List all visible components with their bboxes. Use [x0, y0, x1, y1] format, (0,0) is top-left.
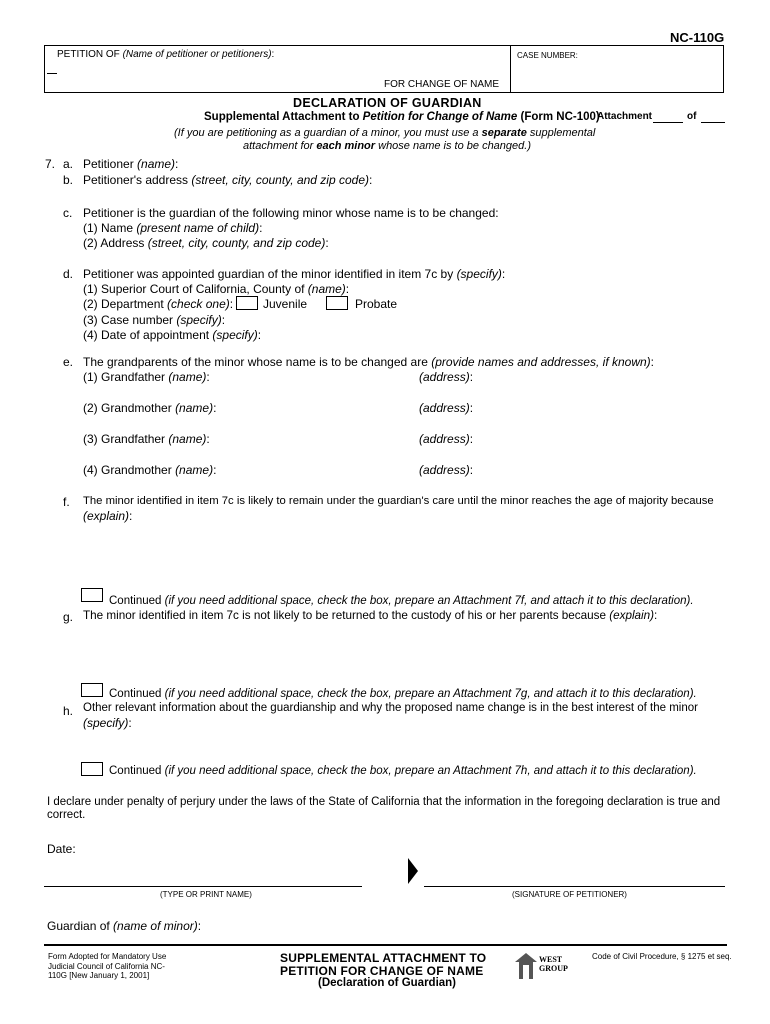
case-number-input[interactable] [515, 62, 720, 90]
guardian-of-input[interactable] [190, 918, 720, 932]
item-h-specify-input[interactable] [83, 731, 720, 759]
form-subtitle: Supplemental Attachment to Petition for Change of Name (Form NC-100) [204, 111, 600, 123]
petitioner-address-input[interactable] [355, 172, 720, 200]
attachment-of-label: of [687, 111, 697, 122]
item-a-letter: a. [63, 157, 74, 171]
item-c2-label: (2) Address (street, city, county, and zip code): [83, 236, 329, 250]
item-number: 7. [45, 157, 56, 171]
grandparent-row-3: (3) Grandfather (name): [83, 432, 210, 446]
continued-7g-checkbox[interactable] [81, 683, 103, 697]
item-e-label: The grandparents of the minor whose name is to be changed are (provide names and addresses, if known): [83, 355, 655, 369]
grandmother-4-name-input[interactable] [210, 462, 410, 488]
grandparent-row-4: (4) Grandmother (name): [83, 463, 217, 477]
item-c1-label: (1) Name (present name of child): [83, 221, 263, 235]
declaration-line2: correct. [47, 809, 86, 821]
juvenile-label: Juvenile [263, 297, 308, 311]
petition-of-label: PETITION OF (Name of petitioner or petitioners): [57, 49, 275, 60]
grandparent-row-1: (1) Grandfather (name): [83, 370, 210, 384]
signature-input[interactable] [424, 868, 725, 884]
form-title: DECLARATION OF GUARDIAN [293, 96, 482, 110]
logo-text-west: WEST [539, 955, 563, 964]
grandmother-4-address-input[interactable] [470, 462, 720, 488]
declaration-line1: I declare under penalty of perjury under the laws of the State of California that the information in the foregoing declaration is true and [47, 796, 721, 808]
item-g-explain-input[interactable] [83, 624, 720, 682]
item-h-label: Other relevant information about the guardianship and why the proposed name change is in the best interest of the minor [83, 702, 698, 714]
signature-label: (SIGNATURE OF PETITIONER) [512, 890, 627, 899]
item-f-hint: (explain): [83, 509, 133, 523]
grandparent-address-label-2: (address): [419, 401, 474, 415]
grandfather-3-address-input[interactable] [470, 431, 720, 457]
item-h-letter: h. [63, 704, 74, 718]
item-f-explain-input[interactable] [83, 524, 720, 586]
appointment-date-input[interactable] [252, 327, 720, 341]
item-d2-label: (2) Department (check one): [83, 297, 234, 311]
item-d-label: Petitioner was appointed guardian of the minor identified in item 7c by (specify): [83, 267, 506, 281]
grandmother-2-address-input[interactable] [470, 400, 720, 426]
item-a-label: Petitioner (name): [83, 157, 179, 171]
continued-7h-checkbox[interactable] [81, 762, 103, 776]
grandfather-3-name-input[interactable] [205, 431, 410, 457]
petition-of-input[interactable] [47, 60, 505, 76]
item-f-letter: f. [63, 495, 70, 509]
item-g-letter: g. [63, 610, 74, 624]
item-d4-label: (4) Date of appointment (specify): [83, 328, 262, 342]
grandparent-address-label-1: (address): [419, 370, 474, 384]
case-number-specify-input[interactable] [218, 312, 720, 326]
item-g-label: The minor identified in item 7c is not likely to be returned to the custody of his or her parents because (explain): [83, 609, 658, 622]
county-name-input[interactable] [332, 281, 720, 295]
petitioner-name-input[interactable] [180, 156, 720, 170]
item-b-label: Petitioner's address (street, city, county, and zip code): [83, 173, 373, 187]
item-f-label: The minor identified in item 7c is likely to remain under the guardian's care until the minor reaches the age of majority because [83, 495, 714, 507]
item-d1-label: (1) Superior Court of California, County of (name): [83, 282, 350, 296]
item-h-hint: (specify): [83, 716, 132, 730]
date-input[interactable] [80, 841, 280, 855]
item-b-letter: b. [63, 173, 74, 187]
date-label: Date: [47, 842, 76, 856]
child-address-input[interactable] [320, 235, 720, 261]
footer-code-reference: Code of Civil Procedure, § 1275 et seq. [592, 952, 732, 961]
continued-7h-label: Continued (if you need additional space, check the box, prepare an Attachment 7h, and attach it to this declaration). [109, 765, 697, 777]
item-c-letter: c. [63, 206, 73, 220]
guardian-of-label: Guardian of (name of minor): [47, 919, 202, 933]
continued-7f-checkbox[interactable] [81, 588, 103, 602]
print-name-input[interactable] [44, 868, 362, 884]
probate-checkbox[interactable] [326, 296, 348, 310]
item-d3-label: (3) Case number (specify): [83, 313, 226, 327]
grandparent-row-2: (2) Grandmother (name): [83, 401, 217, 415]
form-number: NC-110G [670, 30, 725, 45]
west-group-logo [515, 953, 571, 979]
attachment-number-input[interactable] [653, 110, 683, 122]
attachment-total-line [701, 122, 725, 123]
caption-divider [510, 45, 511, 93]
attachment-number-line [653, 122, 683, 123]
guardian-note-line2: attachment for each minor whose name is to be changed.) [243, 140, 531, 152]
west-group-emblem-icon [515, 953, 537, 979]
attachment-label: Attachment [597, 111, 653, 122]
signature-arrow-icon [408, 858, 420, 884]
grandfather-1-address-input[interactable] [470, 369, 720, 395]
print-name-line [44, 886, 362, 887]
signature-line [424, 886, 725, 887]
logo-text-group: GROUP [539, 964, 568, 973]
footer-title-line1: SUPPLEMENTAL ATTACHMENT TO [280, 951, 487, 965]
continued-7g-label: Continued (if you need additional space, check the box, prepare an Attachment 7g, and attach it to this declaration). [109, 688, 697, 700]
item-c-label: Petitioner is the guardian of the following minor whose name is to be changed: [83, 206, 499, 220]
footer-title-line3: (Declaration of Guardian) [318, 977, 457, 989]
type-name-label: (TYPE OR PRINT NAME) [160, 890, 252, 899]
footer-adopted: Form Adopted for Mandatory Use Judicial Council of California NC- 110G [New January 1, 2001] [48, 952, 167, 980]
for-change-label: FOR CHANGE OF NAME [384, 79, 500, 90]
guardian-note-line1: (If you are petitioning as a guardian of a minor, you must use a separate supplemental [174, 127, 596, 139]
juvenile-checkbox[interactable] [236, 296, 258, 310]
grandfather-1-name-input[interactable] [205, 369, 410, 395]
petition-of-mark [47, 73, 57, 74]
grandparent-address-label-3: (address): [419, 432, 474, 446]
footer-rule [44, 944, 727, 946]
footer-title-line2: PETITION FOR CHANGE OF NAME [280, 964, 484, 978]
item-d-letter: d. [63, 267, 74, 281]
item-e-letter: e. [63, 355, 74, 369]
grandparent-address-label-4: (address): [419, 463, 474, 477]
grandmother-2-name-input[interactable] [210, 400, 410, 426]
case-number-label: CASE NUMBER: [517, 51, 578, 60]
probate-label: Probate [355, 297, 398, 311]
child-name-input[interactable] [255, 220, 720, 234]
continued-7f-label: Continued (if you need additional space, check the box, prepare an Attachment 7f, and attach it to this declaration). [109, 595, 694, 607]
attachment-total-input[interactable] [701, 110, 725, 122]
